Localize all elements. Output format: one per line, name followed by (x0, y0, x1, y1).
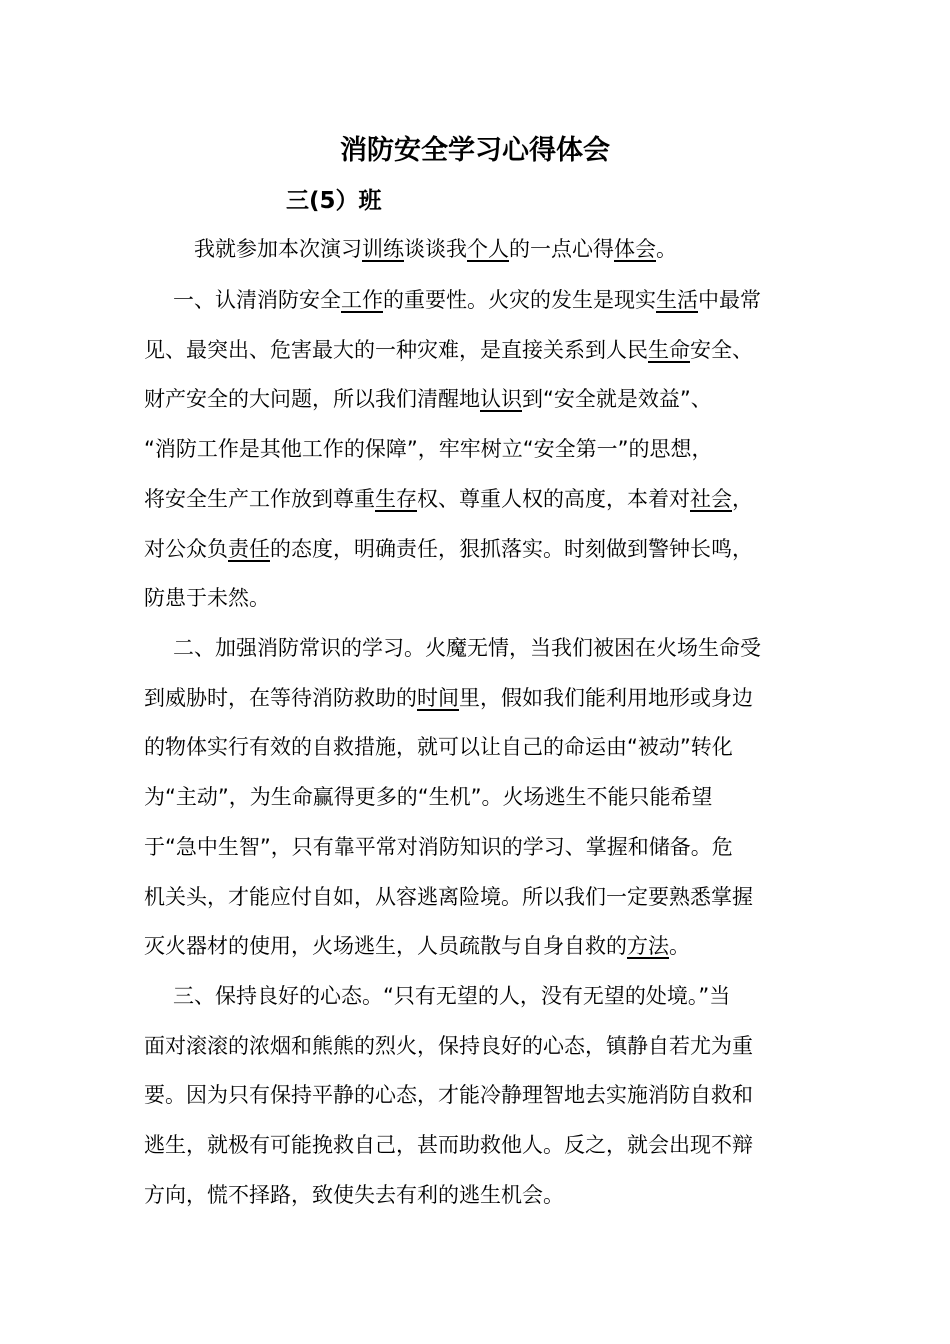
text-run: 财产安全的大问题，所以我们清醒地 (144, 387, 480, 412)
text-run: 里，假如我们能利用地形或身边 (459, 685, 753, 710)
text-line (144, 475, 804, 525)
intro-line (194, 232, 677, 266)
text-line (144, 1171, 804, 1221)
text-run: 的重要性。火灾的发生是现实 (383, 288, 656, 312)
text-line (144, 574, 804, 624)
text-line (144, 674, 804, 724)
intro-text: 谈谈我 (404, 237, 467, 261)
underlined-term: 责任 (228, 536, 270, 561)
underlined-term: 生存 (375, 486, 417, 511)
text-run: 到威胁时，在等待消防救助的 (144, 685, 417, 710)
text-line (144, 972, 804, 1022)
text-line (144, 425, 804, 475)
text-run: 权、尊重人权的高度，本着对 (417, 486, 690, 511)
text-line (144, 723, 804, 773)
text-run: 的态度，明确责任，狠抓落实。时刻做到警钟长鸣， (270, 536, 753, 561)
text-line (144, 823, 804, 873)
text-line (144, 326, 804, 376)
text-run: 机关头，才能应付自如，从容逃离险境。所以我们一定要熟悉掌握 (144, 884, 753, 909)
text-line (144, 1071, 804, 1121)
text-run: 面对滚滚的浓烟和熊熊的烈火，保持良好的心态，镇静自若尤为重 (144, 1033, 753, 1058)
intro-text: 的一点心得 (509, 237, 614, 261)
underlined-term: 社会 (690, 486, 732, 511)
intro-text: 。 (656, 237, 677, 261)
underlined-term: 工作 (341, 288, 383, 312)
underlined-term: 生命 (648, 337, 690, 362)
text-run: 为“主动”，为生命赢得更多的“生机”。火场逃生不能只能希望 (144, 785, 713, 810)
text-run: 三、保持良好的心态。“只有无望的人，没有无望的处境。”当 (173, 984, 731, 1008)
text-run: “消防工作是其他工作的保障”，牢牢树立“安全第一”的思想， (144, 437, 713, 462)
text-line (144, 525, 804, 575)
text-run: 二、加强消防常识的学习。火魔无情，当我们被困在火场生命受 (173, 636, 761, 660)
text-run: 的物体实行有效的自救措施，就可以让自己的命运由“被动”转化 (144, 735, 733, 760)
underlined-term: 体会 (614, 237, 656, 261)
paragraph-fire-knowledge (144, 624, 804, 972)
text-run: 于“急中生智”，只有靠平常对消防知识的学习、掌握和储备。危 (144, 834, 733, 859)
text-run: 到“安全就是效益”、 (522, 387, 712, 412)
underlined-term: 认识 (480, 387, 522, 412)
text-run: 逃生，就极有可能挽救自己，甚而助救他人。反之，就会出现不辩 (144, 1133, 753, 1158)
text-line (144, 773, 804, 823)
paragraph-good-mindset (144, 972, 804, 1221)
text-run: 安全、 (690, 337, 753, 362)
text-line (144, 1121, 804, 1171)
text-run: 对公众负 (144, 536, 228, 561)
underlined-term: 个人 (467, 237, 509, 261)
text-run: 将安全生产工作放到尊重 (144, 486, 375, 511)
text-run: 要。因为只有保持平静的心态，才能冷静理智地去实施消防自救和 (144, 1083, 753, 1108)
underlined-term: 时间 (417, 685, 459, 710)
text-line (144, 375, 804, 425)
text-run: 。 (669, 934, 690, 959)
text-run: 方向，慌不择路，致使失去有利的逃生机会。 (144, 1182, 564, 1207)
text-run: 中最常 (698, 288, 761, 312)
text-line (144, 276, 804, 326)
text-run: 一、认清消防安全 (173, 288, 341, 312)
text-run: 防患于未然。 (144, 586, 270, 611)
underlined-term: 训练 (362, 237, 404, 261)
underlined-term: 生活 (656, 288, 698, 312)
text-line (144, 1022, 804, 1072)
text-run: ， (732, 486, 753, 511)
intro-text: 我就参加本次演习 (194, 237, 362, 261)
class-label: 三(5）班 (286, 188, 382, 214)
text-run: 灭火器材的使用，火场逃生，人员疏散与自身自救的 (144, 934, 627, 959)
text-line (144, 873, 804, 923)
text-line (144, 922, 804, 972)
text-line (144, 624, 804, 674)
text-run: 见、最突出、危害最大的一种灾难，是直接关系到人民 (144, 337, 648, 362)
document-title: 消防安全学习心得体会 (340, 135, 610, 166)
underlined-term: 方法 (627, 934, 669, 959)
paragraph-fire-safety-importance (144, 276, 804, 624)
